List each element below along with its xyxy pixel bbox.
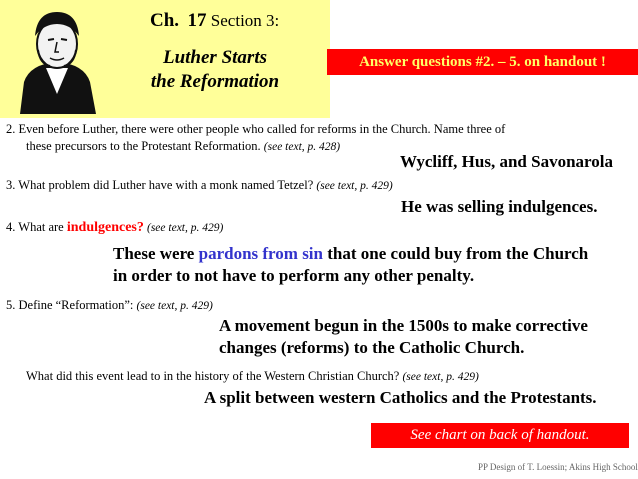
title-line-2: the Reformation (150, 71, 280, 92)
question-6-text: What did this event lead to in the history of the Western Christian Church? (26, 369, 400, 383)
question-4-term: indulgences? (66, 220, 144, 235)
question-6-answer: A split between western Catholics and the Protestants. (204, 388, 597, 407)
martin-luther-portrait-icon (10, 2, 105, 114)
question-4-text: 4. What are (6, 220, 64, 234)
page-title (140, 46, 290, 94)
question-2-answer: Wycliff, Hus, and Savonarola (400, 152, 614, 171)
question-3-text: 3. What problem did Luther have with a monk named Tetzel? (6, 178, 314, 192)
title-line-1: Luther Starts (162, 47, 267, 68)
question-3-reference: (see text, p. 429) (316, 180, 393, 192)
question-4-reference: (see text, p. 429) (147, 222, 224, 234)
question-2-line-1: 2. Even before Luther, there were other people who called for reforms in the Church. Name three of (6, 122, 506, 136)
question-2-reference: (see text, p. 428) (263, 141, 341, 153)
answer-4-part-a: These were (113, 244, 195, 263)
see-chart-note: See chart on back of handout. (371, 423, 629, 448)
answer-4-highlight: pardons from sin (198, 244, 323, 263)
answer-4-part-b: that one could buy from the Church (327, 244, 589, 263)
question-3 (6, 178, 393, 193)
question-3-answer: He was selling indulgences. (401, 197, 598, 216)
chapter-prefix: Ch. (150, 10, 180, 31)
footer-credit: PP Design of T. Loessin; Akins High School (478, 462, 638, 472)
question-5-answer-line-2: changes (reforms) to the Catholic Church. (219, 338, 525, 357)
question-6 (26, 369, 479, 384)
question-5-text: 5. Define “Reformation”: (6, 298, 134, 312)
chapter-number: 17 (187, 10, 207, 31)
question-6-reference: (see text, p. 429) (402, 371, 479, 383)
question-4-answer-line-2: in order to not have to perform any other penalty. (113, 266, 475, 285)
question-4-answer-line-1 (113, 244, 588, 264)
question-2-line-2 (26, 139, 340, 154)
question-5-answer-line-1: A movement begun in the 1500s to make corrective (219, 316, 588, 335)
question-4 (6, 220, 223, 236)
instructions-banner: Answer questions #2. – 5. on handout ! (327, 49, 638, 75)
question-5 (6, 298, 213, 313)
section-label: Section 3: (210, 11, 280, 30)
question-5-reference: (see text, p. 429) (136, 300, 213, 312)
chapter-heading (150, 10, 279, 32)
question-2-text: these precursors to the Protestant Reformation. (26, 139, 261, 153)
